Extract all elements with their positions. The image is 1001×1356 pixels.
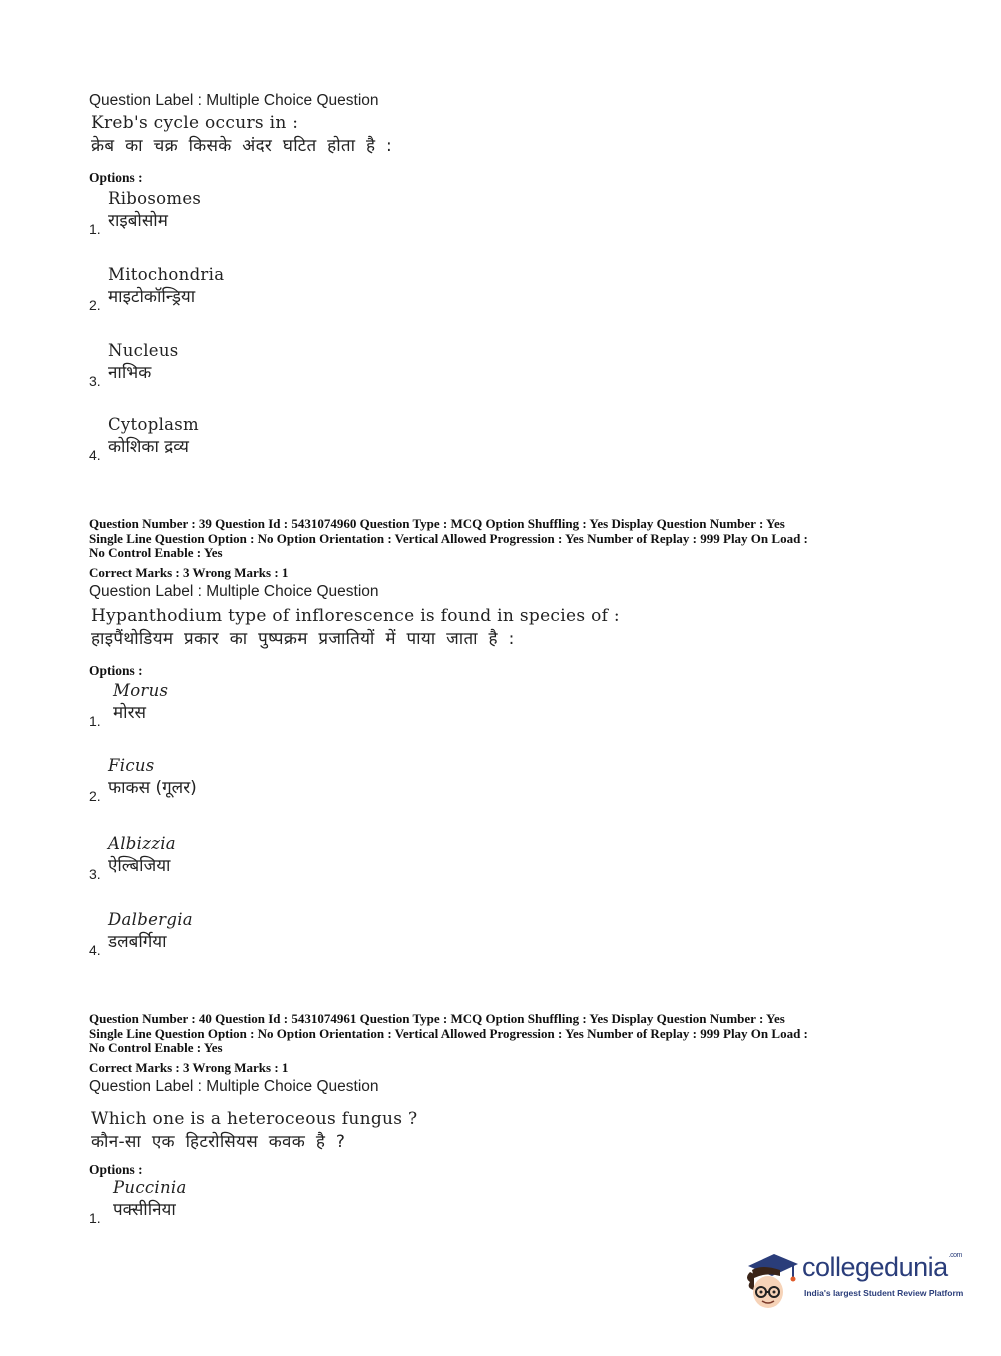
question-text-hi: हाइपैंथोडियम प्रकार का पुष्पक्रम प्रजातियों में पाया जाता है : [91,628,515,649]
question-38 [89,88,919,186]
option-number: 1. [89,713,101,729]
question-text-hi: क्रेब का चक्र किसके अंदर घटित होता है : [91,136,393,156]
option-text-hi: डलबर्गिया [108,932,167,952]
mascot-icon [740,1248,802,1312]
question-text [91,605,919,651]
question-text [91,112,919,158]
option-2 [89,756,197,804]
option-number: 4. [89,942,101,958]
option-number: 2. [89,788,101,804]
option-4 [89,415,200,463]
option-3 [89,341,179,389]
question-marks: Correct Marks : 3 Wrong Marks : 1 [89,564,289,580]
option-text-hi: राइबोसोम [108,211,168,231]
option-number: 4. [89,447,101,463]
options-heading: Options : [89,662,143,678]
options-heading: Options : [89,1161,143,1177]
question-label: Question Label : Multiple Choice Question [89,582,379,600]
question-text-en: Kreb's cycle occurs in : [91,113,299,133]
question-39 [89,517,919,679]
collegedunia-logo[interactable] [740,1248,970,1312]
option-text-en: Albizzia [108,834,176,853]
option-text-en: Ribosomes [108,189,202,208]
option-text-en: Dalbergia [108,910,193,929]
option-text-en: Puccinia [113,1178,187,1197]
meta-line: No Control Enable : Yes [89,545,223,560]
option-text-hi: ऐल्बिजिया [108,856,171,876]
option-text-en: Ficus [108,756,155,775]
option-number: 3. [89,373,101,389]
meta-line: Question Number : 39 Question Id : 5431074960 Question Type : MCQ Option Shuffling : Yes Display Question Number : Yes [89,516,785,531]
option-2 [89,265,225,313]
option-number: 1. [89,1210,101,1226]
option-text-en: Nucleus [108,341,179,360]
option-number: 2. [89,297,101,313]
meta-line: No Control Enable : Yes [89,1040,223,1055]
meta-line: Question Number : 40 Question Id : 5431074961 Question Type : MCQ Option Shuffling : Yes Display Question Number : Yes [89,1011,785,1026]
logo-tagline: India's largest Student Review Platform [804,1288,964,1298]
question-meta [89,1012,919,1056]
question-40 [89,1012,919,1178]
question-text-hi: कौन-सा एक हिटरोसियस कवक है ? [91,1131,346,1152]
question-text-en: Hypanthodium type of inflorescence is found in species of : [91,605,620,626]
option-text-hi: नाभिक [108,363,152,383]
option-1 [89,189,202,237]
option-text-en: Morus [113,681,169,700]
question-label: Question Label : Multiple Choice Question [89,1077,379,1095]
meta-line: Single Line Question Option : No Option Orientation : Vertical Allowed Progression : Yes Number of Replay : 999 Play On Load : [89,1025,808,1041]
option-text-hi: पक्सीनिया [113,1200,176,1220]
option-1 [89,681,169,729]
logo-suffix: .com [948,1252,962,1259]
question-meta [89,517,919,561]
logo-name: collegedunia [802,1252,948,1282]
option-text-hi: मोरस [113,703,147,723]
question-text [91,1108,919,1154]
option-text-hi: कोशिका द्रव्य [108,437,189,457]
option-number: 1. [89,221,101,237]
option-text-hi: माइटोकॉन्ड्रिया [108,287,196,307]
logo-wordmark [802,1252,962,1283]
option-3 [89,834,176,882]
meta-line: Single Line Question Option : No Option Orientation : Vertical Allowed Progression : Yes Number of Replay : 999 Play On Load : [89,530,808,546]
options-heading: Options : [89,170,143,185]
option-1 [89,1178,187,1226]
option-text-hi: फाकस (गूलर) [108,778,197,798]
option-text-en: Mitochondria [108,265,225,284]
question-text-en: Which one is a heteroceous fungus ? [91,1108,418,1129]
question-marks: Correct Marks : 3 Wrong Marks : 1 [89,1059,289,1075]
option-text-en: Cytoplasm [108,415,200,434]
question-label: Question Label : Multiple Choice Question [89,92,379,109]
option-4 [89,910,193,958]
option-number: 3. [89,866,101,882]
